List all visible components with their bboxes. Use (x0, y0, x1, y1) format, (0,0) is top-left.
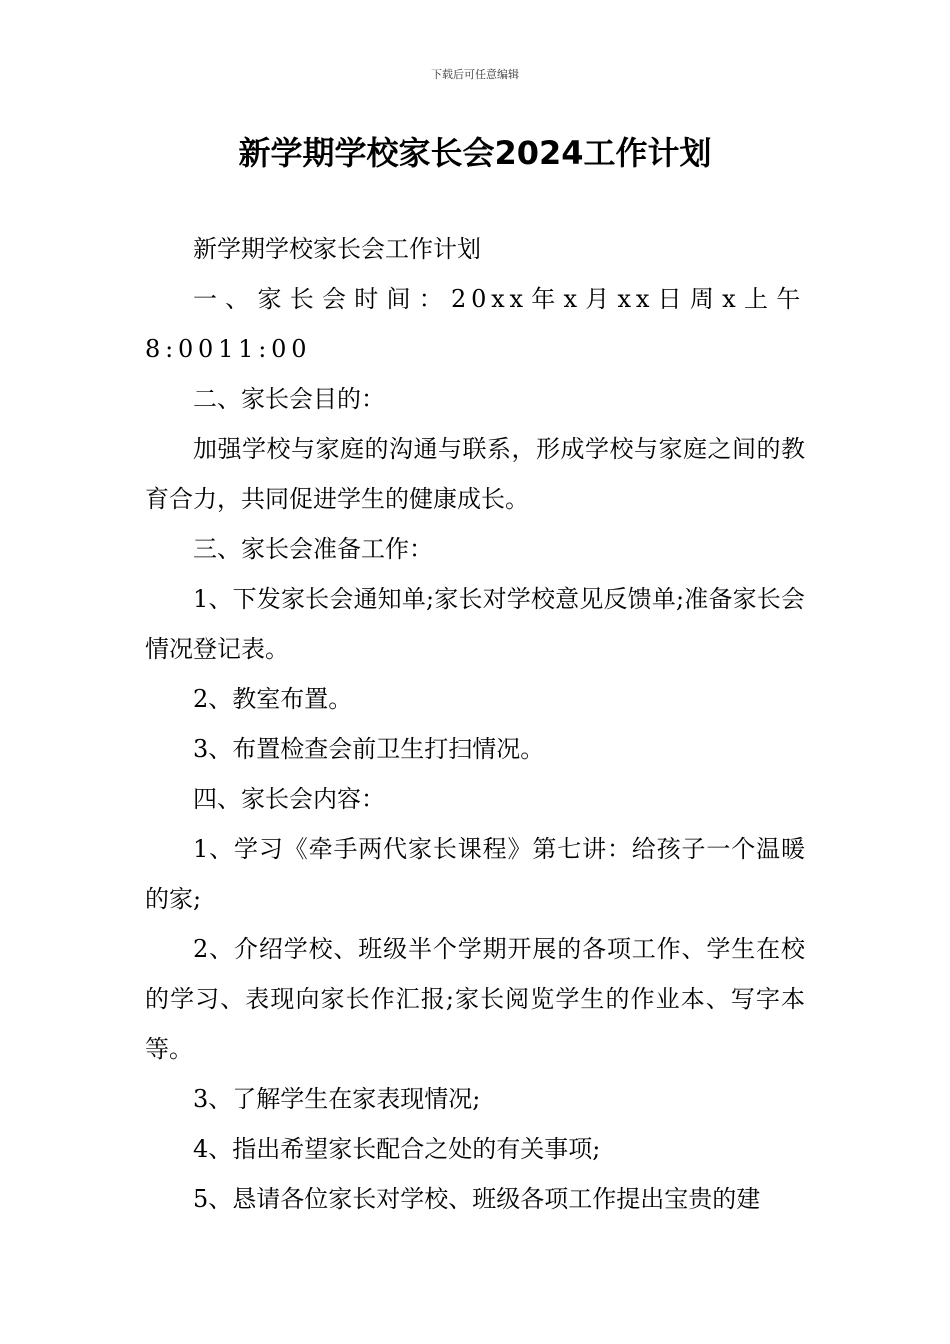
document-title: 新学期学校家长会2024工作计划 (238, 134, 712, 172)
paragraph-content-item-5: 5、恳请各位家长对学校、班级各项工作提出宝贵的建 (193, 1185, 761, 1213)
paragraph-content-item-3: 3、了解学生在家表现情况; (193, 1085, 481, 1113)
paragraph-purpose-text: 加强学校与家庭的沟通与联系，形成学校与家庭之间的教育合力，共同促进学生的健康成长。 (145, 435, 805, 513)
header-note: 下载后可任意编辑 (431, 68, 519, 81)
paragraph-prep-item-3: 3、布置检查会前卫生打扫情况。 (193, 735, 545, 763)
paragraph-content-item-1: 1、学习《牵手两代家长课程》第七讲：给孩子一个温暖的家; (145, 835, 805, 913)
paragraph-content-item-4: 4、指出希望家长配合之处的有关事项; (193, 1135, 601, 1163)
paragraph-prep-item-2: 2、教室布置。 (193, 685, 353, 713)
paragraph-content-item-2: 2、介绍学校、班级半个学期开展的各项工作、学生在校的学习、表现向家长作汇报;家长阅览学生的作业本、写字本等。 (145, 935, 805, 1063)
document-body (145, 224, 805, 1224)
paragraph-prep-item-1: 1、下发家长会通知单;家长对学校意见反馈单;准备家长会情况登记表。 (145, 585, 805, 663)
paragraph-section-preparation: 三、家长会准备工作： (193, 535, 433, 563)
paragraph-section-content: 四、家长会内容： (193, 785, 385, 813)
paragraph-section-purpose: 二、家长会目的： (193, 385, 385, 413)
paragraph-subtitle: 新学期学校家长会工作计划 (193, 235, 481, 263)
paragraph-meeting-time: 一、家长会时间：20xx年x月xx日周x上午8:0011:00 (145, 285, 805, 363)
